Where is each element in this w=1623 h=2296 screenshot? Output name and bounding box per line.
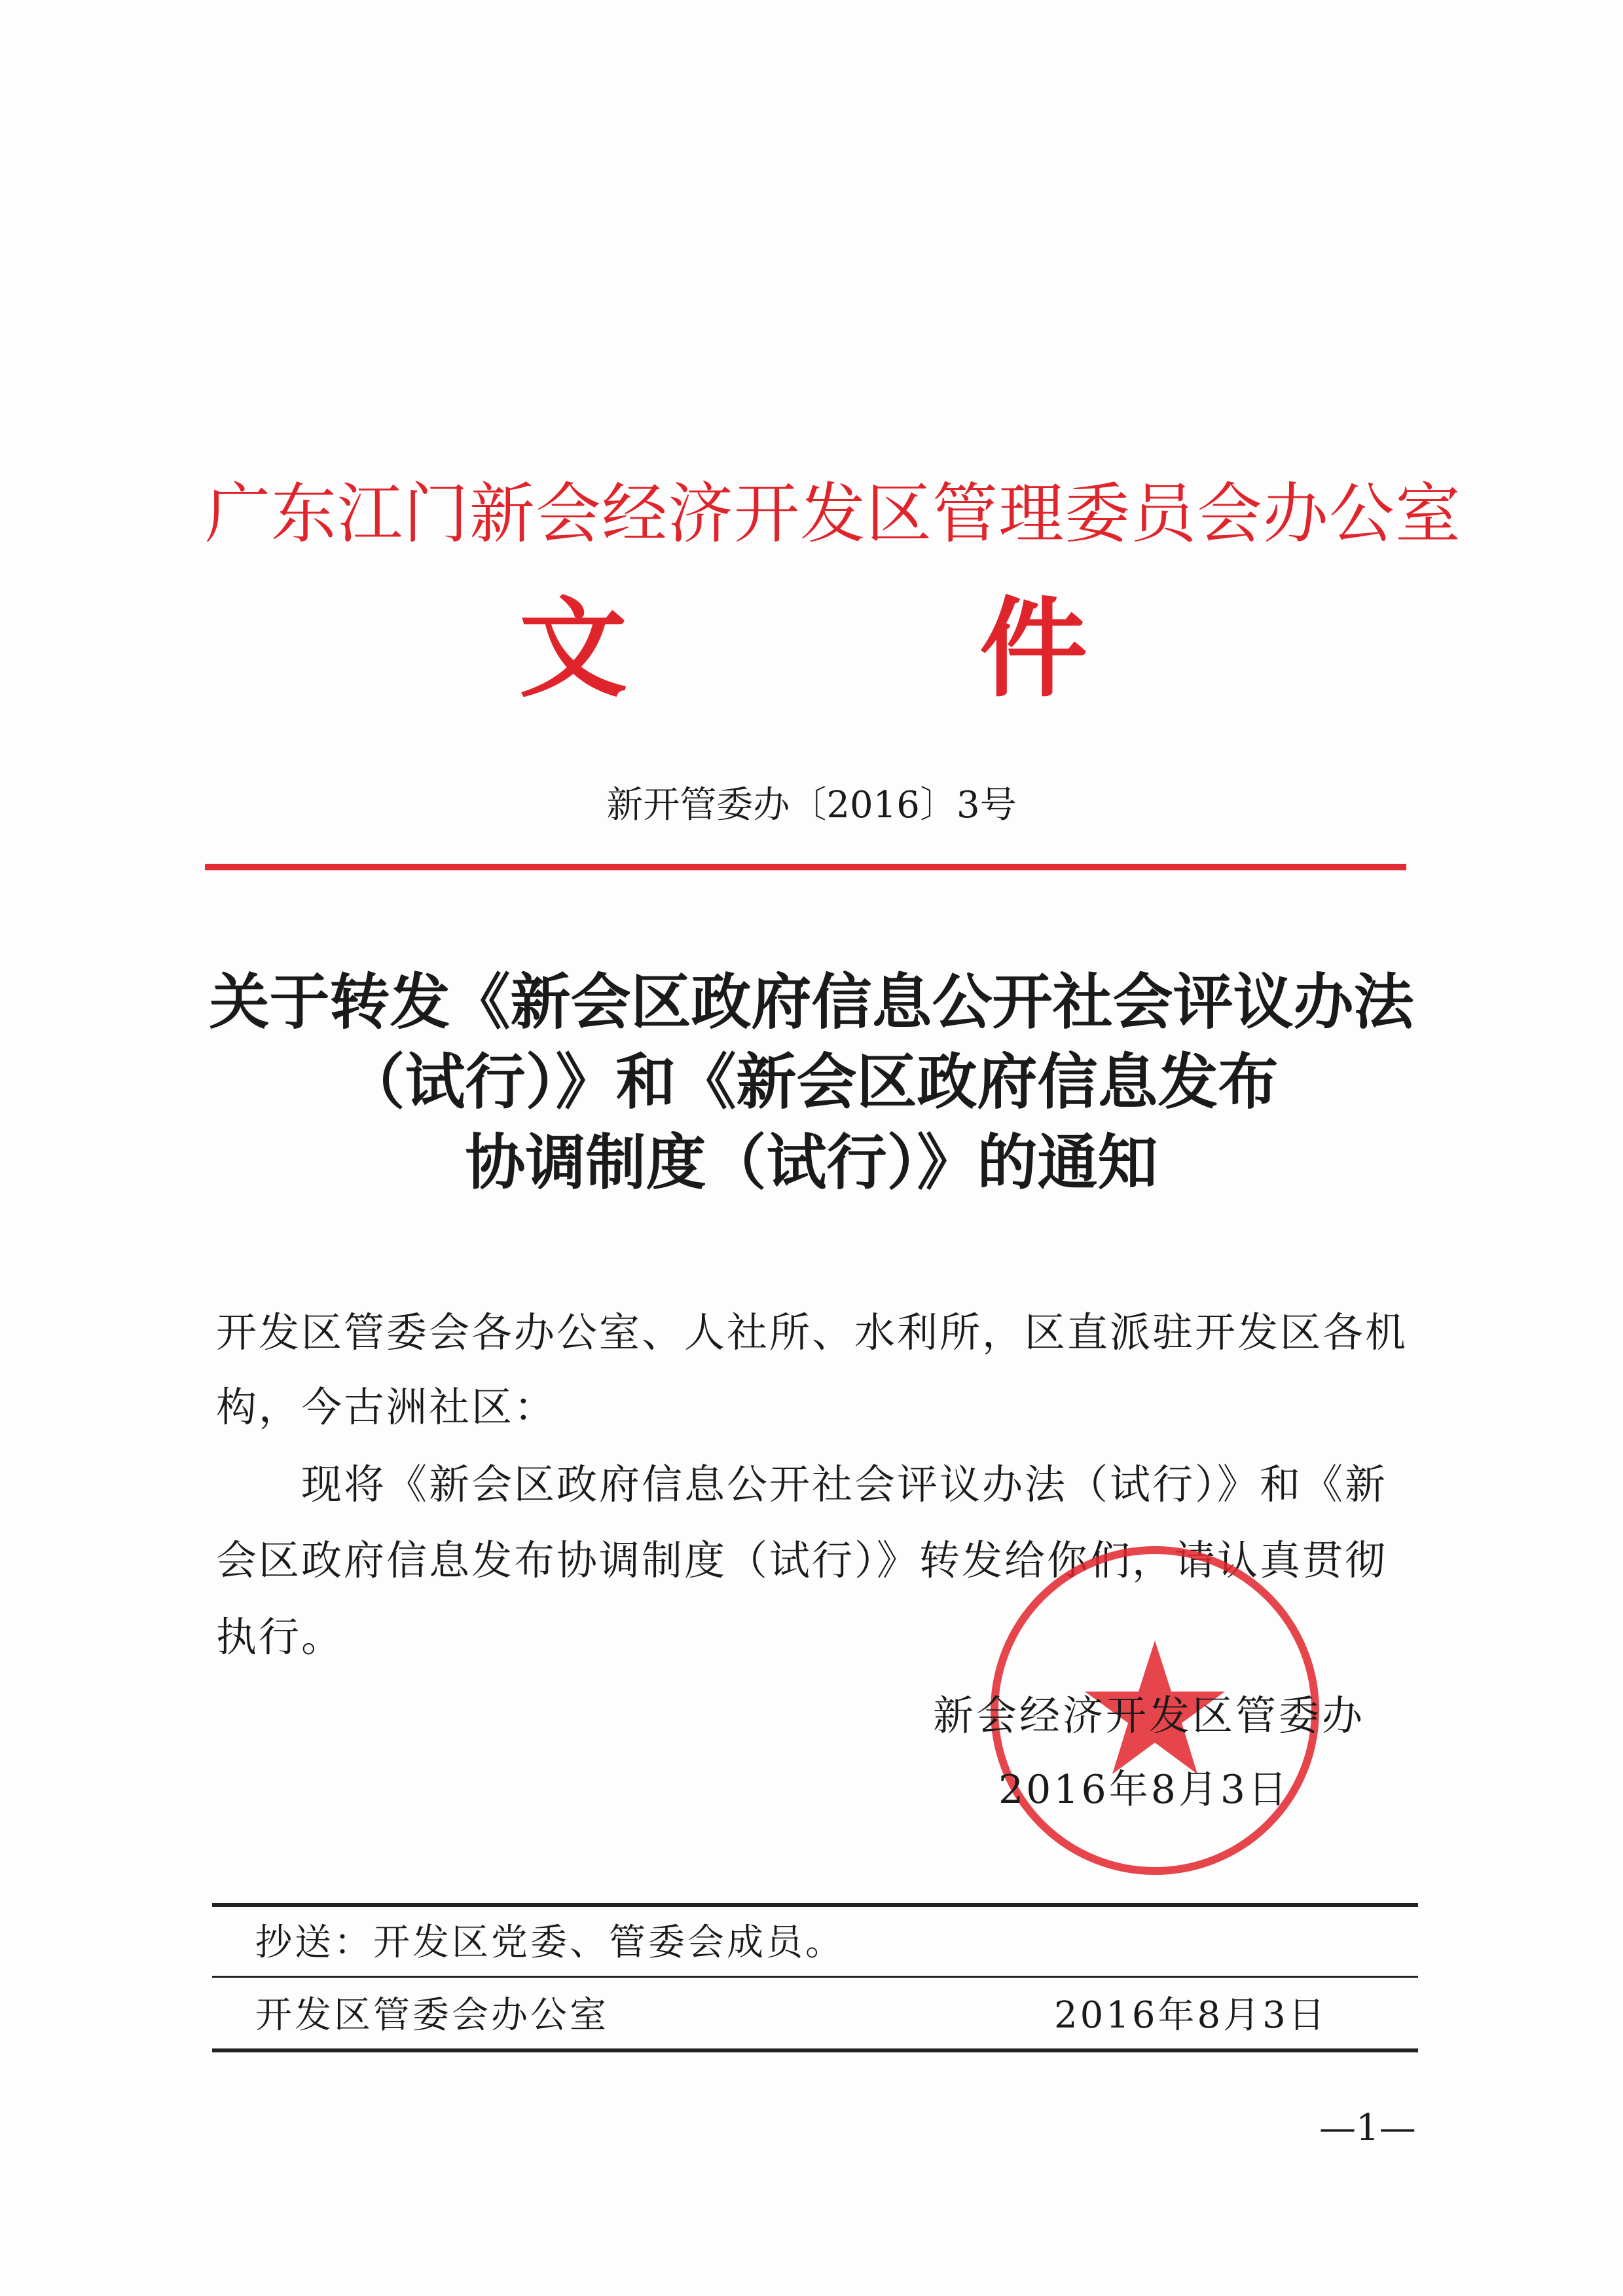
doc-type-left: 文 (519, 585, 627, 712)
body-line: 执行。 (216, 1613, 344, 1661)
title-line-3: 协调制度（试行）》的通知 (465, 1127, 1158, 1198)
doc-type-right: 件 (979, 585, 1087, 712)
body-line: 构，今古洲社区： (216, 1383, 557, 1431)
body-line: 现将《新会区政府信息公开社会评议办法（试行）》和《新 (216, 1460, 1388, 1508)
body-line: 开发区管委会各办公室、人社所、水利所，区直派驻开发区各机 (216, 1308, 1408, 1356)
footer-rule-top (212, 1903, 1418, 1907)
footer-rule-middle (212, 1976, 1418, 1978)
signature-office: 新会经济开发区管委办 (933, 1692, 1366, 1739)
page-number: —1— (1319, 2107, 1416, 2149)
issuing-office: 开发区管委会办公室 (255, 1994, 609, 2037)
issue-date: 2016年8月3日 (1054, 1994, 1328, 2037)
red-divider (205, 864, 1406, 870)
footer-rule-bottom (212, 2048, 1418, 2052)
title-line-1: 关于转发《新会区政府信息公开社会评议办法 (209, 967, 1414, 1037)
title-line-2: （试行）》和《新会区政府信息发布 (344, 1046, 1279, 1117)
body-line: 会区政府信息发布协调制度（试行）》转发给你们，请认真贯彻 (216, 1536, 1388, 1584)
signature-date: 2016年8月3日 (998, 1767, 1290, 1813)
document-number: 新开管委办〔2016〕3号 (606, 784, 1017, 826)
issuer-header: 广东江门新会经济开发区管理委员会办公室 (205, 475, 1461, 552)
cc-list: 抄送：开发区党委、管委会成员。 (255, 1921, 845, 1964)
